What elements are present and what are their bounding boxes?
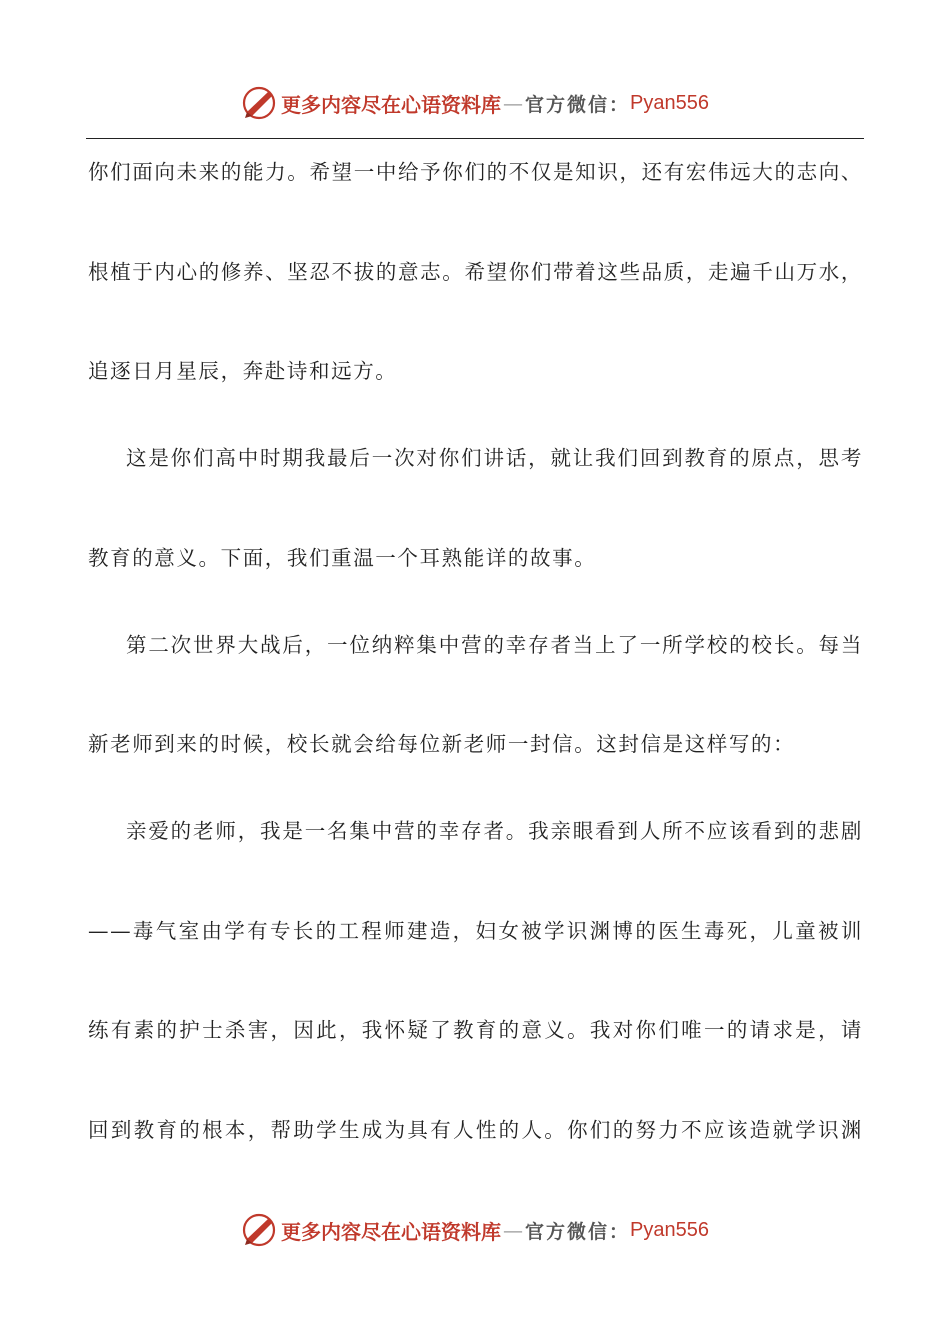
wechat-id: Pyan556	[630, 91, 709, 114]
wechat-label: 官方微信：	[525, 93, 631, 116]
body-line-10: 练有素的护士杀害，因此，我怀疑了教育的意义。我对你们唯一的请求是，请	[88, 1018, 863, 1042]
pen-logo-icon	[241, 1212, 277, 1248]
body-line-2: 根植于内心的修养、坚忍不拔的意志。希望你们带着这些品质，走遍千山万水，	[88, 260, 863, 284]
body-line-6: 第二次世界大战后，一位纳粹集中营的幸存者当上了一所学校的校长。每当	[126, 633, 863, 657]
separator-dash: —	[503, 91, 523, 115]
header-divider	[86, 138, 864, 139]
footer-banner	[0, 1210, 950, 1250]
pen-logo-icon	[241, 85, 277, 121]
header-banner	[0, 83, 950, 123]
brand-text: 更多内容尽在心语资料库	[281, 1219, 501, 1244]
wechat-id: Pyan556	[630, 1218, 709, 1241]
body-line-5: 教育的意义。下面，我们重温一个耳熟能详的故事。	[88, 546, 597, 570]
body-line-9: ——毒气室由学有专长的工程师建造，妇女被学识渊博的医生毒死，儿童被训	[88, 919, 863, 943]
body-line-3: 追逐日月星辰，奔赴诗和远方。	[88, 359, 398, 383]
body-line-4: 这是你们高中时期我最后一次对你们讲话，就让我们回到教育的原点，思考	[126, 446, 863, 470]
body-line-7: 新老师到来的时候，校长就会给每位新老师一封信。这封信是这样写的：	[88, 732, 796, 756]
wechat-label: 官方微信：	[525, 1220, 631, 1243]
body-line-11: 回到教育的根本，帮助学生成为具有人性的人。你们的努力不应该造就学识渊	[88, 1118, 863, 1142]
brand-text: 更多内容尽在心语资料库	[281, 92, 501, 117]
body-line-1: 你们面向未来的能力。希望一中给予你们的不仅是知识，还有宏伟远大的志向、	[88, 160, 863, 184]
body-line-8: 亲爱的老师，我是一名集中营的幸存者。我亲眼看到人所不应该看到的悲剧	[126, 819, 863, 843]
separator-dash: —	[503, 1218, 523, 1242]
